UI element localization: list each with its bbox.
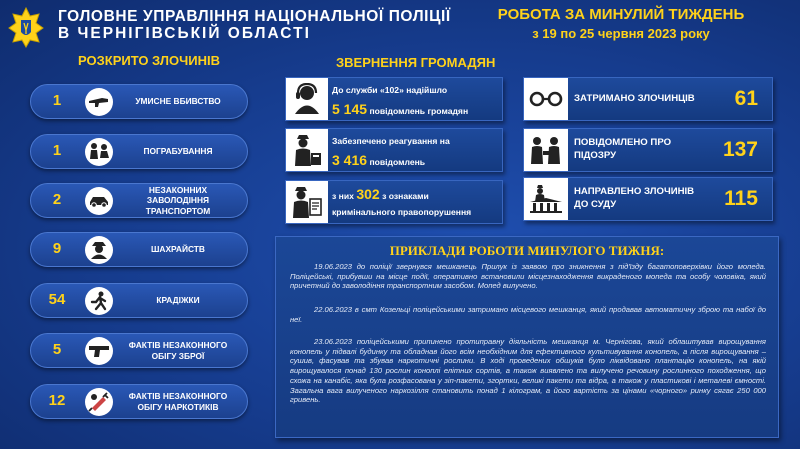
appeal-text: повідомлень громадян <box>369 105 469 116</box>
crime-item <box>30 333 248 368</box>
crime-label: УМИСНЕ ВБИВСТВО <box>135 96 221 107</box>
thief-running-icon <box>85 287 113 315</box>
interrogation-icon <box>524 129 568 171</box>
appeal-card <box>285 77 503 121</box>
operator-icon <box>286 78 328 120</box>
appeal-text: До служби «102» надійшло <box>332 85 448 95</box>
result-label: ПОВІДОМЛЕНО ПРО ПІДОЗРУ <box>574 137 672 161</box>
week-title: РОБОТА ЗА МИНУЛИЙ ТИЖДЕНЬ <box>497 6 745 23</box>
crime-item <box>30 183 248 218</box>
appeal-card <box>285 180 503 224</box>
crime-value: 1 <box>52 142 62 159</box>
appeal-text: повідомлень <box>369 156 426 167</box>
robbery-icon <box>85 138 113 166</box>
crimes-title: РОЗКРИТО ЗЛОЧИНІВ <box>78 53 220 68</box>
result-label: ЗАТРИМАНО ЗЛОЧИНЦІВ <box>574 92 695 104</box>
handcuffs-icon <box>524 78 568 120</box>
officer-document-icon <box>286 181 328 223</box>
crime-item <box>30 384 248 419</box>
appeal-value: 3 416 <box>332 151 368 168</box>
gun-hand-icon <box>85 88 113 116</box>
crime-value: 1 <box>52 92 62 109</box>
result-value: 61 <box>734 87 758 110</box>
appeal-text: кримінального правопорушення <box>332 206 472 217</box>
result-value: 137 <box>722 138 758 161</box>
crime-label: КРАДІЖКИ <box>156 295 200 306</box>
crime-value: 5 <box>52 341 62 358</box>
crime-label: ШАХРАЙСТВ <box>151 244 205 255</box>
crime-label: НЕЗАКОННИХ ЗАВОЛОДІННЯ ТРАНСПОРТОМ <box>145 184 211 216</box>
crime-value: 12 <box>48 392 66 409</box>
result-card <box>523 77 773 121</box>
result-label: НАПРАВЛЕНО ЗЛОЧИНІВ ДО СУДУ <box>574 186 695 210</box>
crime-label: ФАКТІВ НЕЗАКОННОГО ОБІГУ ЗБРОЇ <box>128 340 228 361</box>
appeal-text: з ознаками <box>382 191 429 201</box>
syringe-icon <box>85 388 113 416</box>
result-card <box>523 128 773 172</box>
crime-value: 2 <box>52 191 62 208</box>
appeals-title: ЗВЕРНЕННЯ ГРОМАДЯН <box>336 55 496 70</box>
week-dates: з 19 по 25 червня 2023 року <box>532 26 710 41</box>
car-icon <box>85 187 113 215</box>
appeal-value: 5 145 <box>332 100 368 117</box>
fraudster-icon <box>85 236 113 264</box>
police-emblem-icon <box>8 6 44 48</box>
result-value: 115 <box>724 187 758 210</box>
header-title-line1: ГОЛОВНЕ УПРАВЛІННЯ НАЦІОНАЛЬНОЇ ПОЛІЦІЇ <box>58 8 451 25</box>
crime-value: 54 <box>48 291 66 308</box>
example-paragraph: 23.06.2023 поліцейськими припинено протиправну діяльність мешканця м. Чернігова, який облаштував вирощування конопель у підвалі будинку та обладнав його всім необхідним для ефективного культивування конопель, а після вирощування – сушив, фасував та збував наркотичні рослини. В ході проведених обшуків було ліквідовано плантацію конопель, на якій вирощувалося понад 130 рослин коноплі елітних сортів, а також виявлено та вилучено речовину рослинного походження, що схожа на канабіс, яка була розфасована у зіп-пакети, згортки, великі пакети та відра, а також у пластикові і металеві ємності. Загальна вага вилученого наркозілля становить понад 1 кілограм, а його вартість за цінами «чорного» ринку сягає 250 000 гривень. <box>290 337 766 405</box>
appeal-value: 302 <box>356 186 380 202</box>
crime-value: 9 <box>52 240 62 257</box>
crime-item <box>30 84 248 119</box>
crime-label: ПОГРАБУВАННЯ <box>143 146 213 157</box>
appeal-text: Забезпечено реагування на <box>332 136 450 146</box>
examples-panel <box>275 236 779 438</box>
example-paragraph: 22.06.2023 в смт Козельці поліцейськими затримано місцевого мешканця, який продавав автоматичну зброю та набої до неї. <box>290 305 766 324</box>
police-officer-icon <box>286 129 328 171</box>
pistol-icon <box>85 337 113 365</box>
court-icon <box>524 178 568 220</box>
crime-item <box>30 232 248 267</box>
crime-label: ФАКТІВ НЕЗАКОННОГО ОБІГУ НАРКОТИКІВ <box>128 391 228 412</box>
examples-title: ПРИКЛАДИ РОБОТИ МИНУЛОГО ТИЖНЯ: <box>389 243 665 258</box>
result-card <box>523 177 773 221</box>
example-paragraph: 19.06.2023 до поліції звернувся мешканець Прилук із заявою про зникнення з під'їзду багатоповерхівки його мопеда. Поліцейські, прибувши на місце події, оперативно встановили місцезнаходження викраденого мопеда та особу чоловіка, який причетний до заволодіння транспортним засобом. Мопед вилучено. <box>290 262 766 291</box>
header-title-line2: В ЧЕРНІГІВСЬКІЙ ОБЛАСТІ <box>58 25 311 42</box>
appeal-card <box>285 128 503 172</box>
crime-item <box>30 283 248 318</box>
appeal-text: з них <box>332 191 354 201</box>
crime-item <box>30 134 248 169</box>
